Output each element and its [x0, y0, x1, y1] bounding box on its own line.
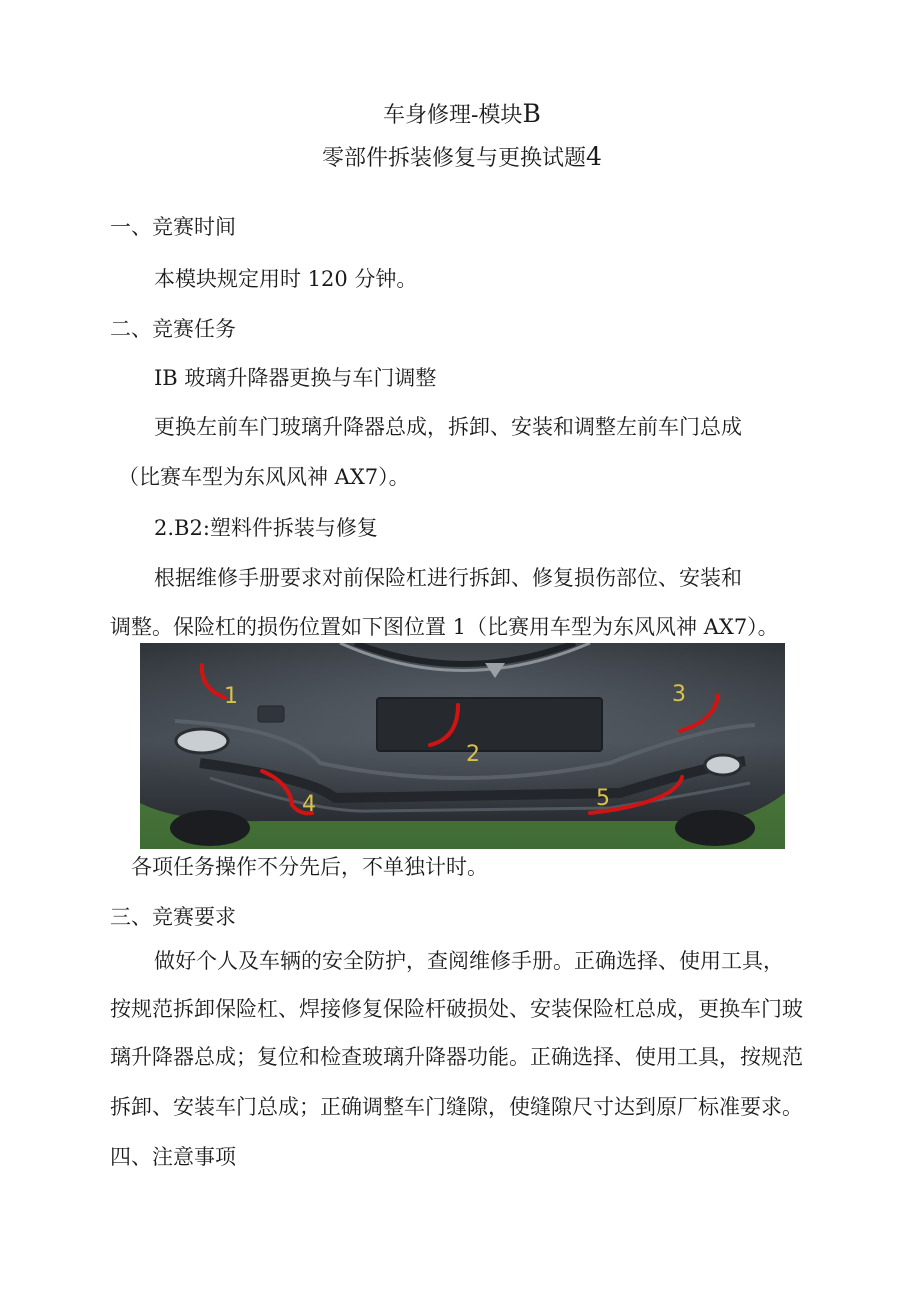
- bumper-damage-photo: [140, 643, 785, 849]
- title-text: 车身修理-模块: [383, 103, 523, 128]
- fog-light-right: [705, 755, 741, 775]
- time-body: 本模块规定用时 120 分钟。: [154, 267, 418, 291]
- task-order-note: 各项任务操作不分先后，不单独计时。: [131, 855, 488, 879]
- bumper-illustration: [140, 643, 785, 849]
- marker-3: 3: [672, 682, 686, 707]
- title-line-1: [383, 100, 541, 130]
- marker-4: 4: [302, 792, 316, 817]
- task-1-title: IB 玻璃升降器更换与车门调整: [154, 366, 437, 390]
- marker-1: 1: [224, 684, 238, 709]
- marker-2: 2: [466, 742, 480, 767]
- marker-5: 5: [596, 786, 610, 811]
- tyre-right: [675, 810, 755, 846]
- requirements-line-4: 拆卸、安装车门总成；正确调整车门缝隙，使缝隙尺寸达到原厂标准要求。: [110, 1095, 803, 1119]
- task-2-body-line-1: 根据维修手册要求对前保险杠进行拆卸、修复损伤部位、安装和: [154, 566, 742, 590]
- task-1-body-line-2: （比赛车型为东风风神 AX7）。: [118, 465, 410, 489]
- heading-competition-requirements: 三、竞赛要求: [110, 905, 236, 929]
- task-2-title: 2.B2:塑料件拆装与修复: [154, 516, 378, 540]
- requirements-line-1: 做好个人及车辆的安全防护，查阅维修手册。正确选择、使用工具，: [154, 949, 784, 973]
- task-2-body-line-2: 调整。保险杠的损伤位置如下图位置 1（比赛用车型为东风风神 AX7）。: [110, 615, 779, 639]
- tyre-left: [170, 810, 250, 846]
- task-1-body-line-1: 更换左前车门玻璃升降器总成，拆卸、安装和调整左前车门总成: [154, 415, 742, 439]
- requirements-line-2: 按规范拆卸保险杠、焊接修复保险杆破损处、安装保险杠总成，更换车门玻: [110, 997, 803, 1021]
- subtitle-number: 4: [586, 142, 602, 171]
- subtitle-text: 零部件拆装修复与更换试题: [322, 146, 587, 171]
- tow-hook-cover: [258, 706, 284, 722]
- title-line-2: [322, 143, 602, 173]
- fog-light-left: [176, 729, 228, 753]
- requirements-line-3: 璃升降器总成；复位和检查玻璃升降器功能。正确选择、使用工具，按规范: [110, 1045, 803, 1069]
- heading-notes: 四、注意事项: [110, 1145, 236, 1169]
- license-plate-recess: [377, 698, 602, 751]
- title-module-letter: B: [522, 99, 541, 128]
- heading-competition-task: 二、竞赛任务: [110, 317, 236, 341]
- heading-competition-time: 一、竞赛时间: [110, 215, 236, 239]
